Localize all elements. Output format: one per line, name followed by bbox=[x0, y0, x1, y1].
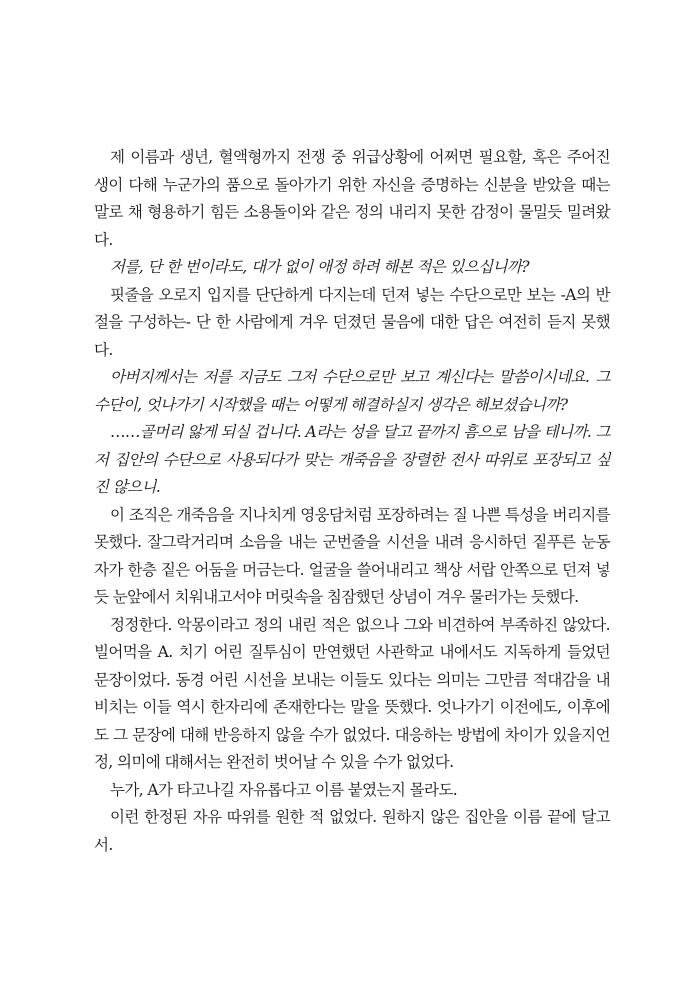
paragraph: 이 조직은 개죽음을 지나치게 영웅담처럼 포장하려는 질 나쁜 특성을 버리지를 못했다. 잘그락거리며 소음을 내는 군번줄을 시선을 내려 응시하던 짙푸른 눈동자가 한층 짙은 어둠을 머금는다. 얼굴을 쓸어내리고 책상 서랍 안쪽으로 던져 넣듯 눈앞에서 치워내고서야 머릿속을 침잠했던 상념이 겨우 물러가는 듯했다. bbox=[94, 505, 610, 606]
italic-paragraph: 저를, 단 한 번이라도, 대가 없이 애정 하려 해본 적은 있으십니까? bbox=[110, 258, 529, 276]
document-body bbox=[94, 144, 610, 859]
paragraph: 누가, A가 타고나길 자유롭다고 이름 붙였는지 몰라도. bbox=[110, 780, 458, 799]
paragraph: 정정한다. 악몽이라고 정의 내린 적은 없으나 그와 비견하여 부족하진 않았다. 빌어먹을 A. 치기 어린 질투심이 만연했던 사관학교 내에서도 지독하게 들었던 문장이었다. 동경 어린 시선을 보내는 이들도 있다는 의미는 그만큼 적대감을 내비치는 이들 역시 한자리에 존재한다는 말을 뜻했다. 엇나가기 이전에도, 이후에도 그 문장에 대해 반응하지 않을 수가 없었다. 대응하는 방법에 차이가 있을지언정, 의미에 대해서는 완전히 벗어날 수 있을 수가 없었다. bbox=[94, 615, 610, 771]
paragraph: 이런 한정된 자유 따위를 원한 적 없었다. 원하지 않은 집안을 이름 끝에 달고서. bbox=[94, 808, 610, 854]
paragraph: 제 이름과 생년, 혈액형까지 전쟁 중 위급상황에 어쩌면 필요할, 혹은 주어진 생이 다해 누군가의 품으로 돌아가기 위한 자신을 증명하는 신분을 받았을 때는 말로 채 형용하기 힘든 소용돌이와 같은 정의 내리지 못한 감정이 물밀듯 밀려왔다. bbox=[94, 148, 610, 249]
italic-paragraph: 아버지께서는 저를 지금도 그저 수단으로만 보고 계신다는 말씀이시네요. 그 수단이, 엇나가기 시작했을 때는 어떻게 해결하실지 생각은 해보셨습니까? bbox=[94, 368, 610, 414]
paragraph: 핏줄을 오로지 입지를 단단하게 다지는데 던져 넣는 수단으로만 보는 -A의 반절을 구성하는- 단 한 사람에게 겨우 던졌던 물음에 대한 답은 여전히 듣지 못했다. bbox=[94, 285, 610, 359]
italic-paragraph: ……골머리 앓게 되실 겁니다. A라는 성을 달고 끝까지 흠으로 남을 테니까. 그저 집안의 수단으로 사용되다가 맞는 개죽음을 장렬한 전사 따위로 포장되고 싶진 않으니. bbox=[94, 423, 610, 496]
